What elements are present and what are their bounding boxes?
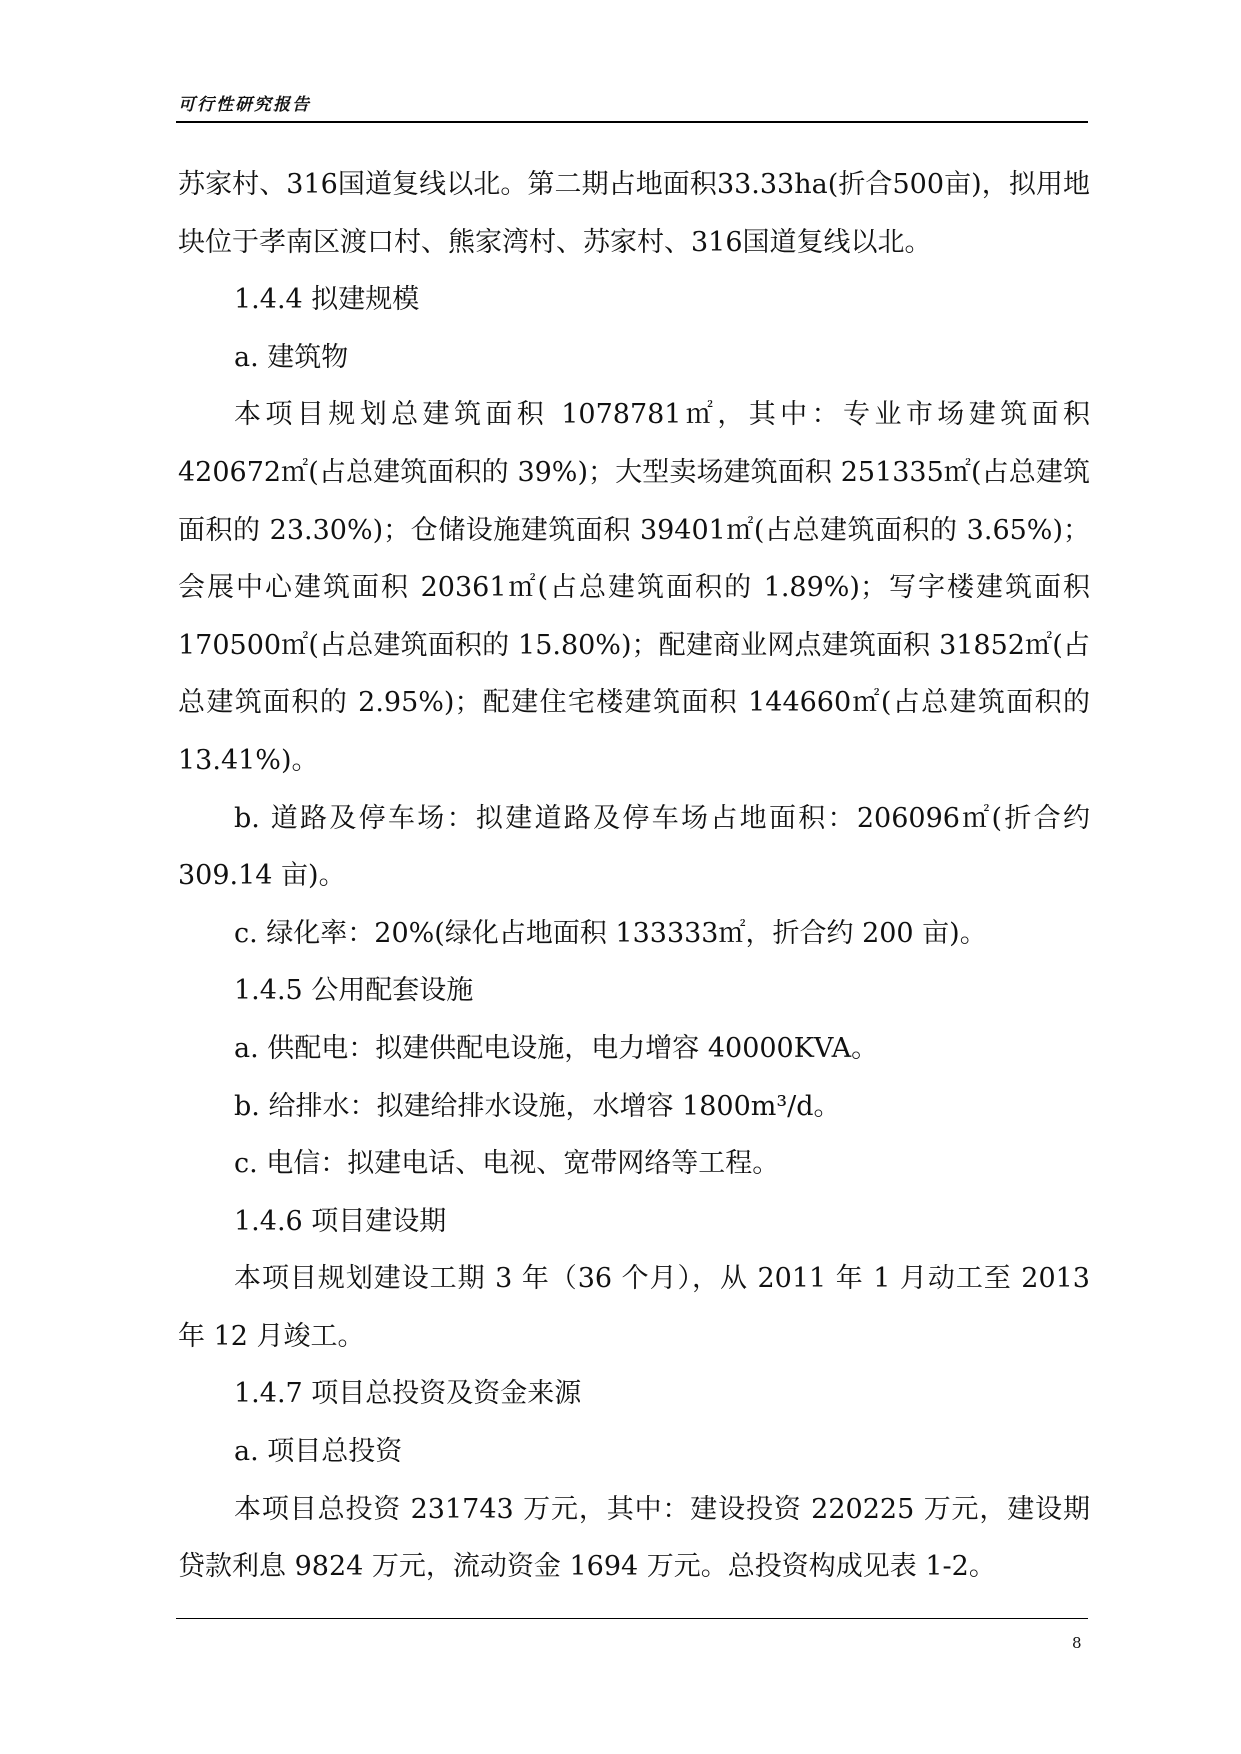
document-header-title: 可行性研究报告 [178,95,311,115]
footer-divider [176,1618,1088,1619]
paragraph-water-supply: b. 给排水：拟建给排水设施，水增容 1800m³/d。 [234,1090,841,1122]
section-heading-1-4-5: 1.4.5 公用配套设施 [234,975,474,1007]
paragraph-power-supply: a. 供配电：拟建供配电设施，电力增容 40000KVA。 [234,1032,879,1064]
subheading-total-investment: a. 项目总投资 [234,1436,403,1468]
paragraph-investment-breakdown: 本项目总投资 231743 万元，其中：建设投资 220225 万元，建设期贷款利息 9824 万元，流动资金 1694 万元。总投资构成见表 1-2。 [178,1493,1090,1583]
section-heading-1-4-7: 1.4.7 项目总投资及资金来源 [234,1378,582,1410]
section-heading-1-4-4: 1.4.4 拟建规模 [234,284,420,316]
paragraph-building-area: 本项目规划总建筑面积 1078781㎡，其中：专业市场建筑面积 420672㎡(占总建筑面积的 39%)；大型卖场建筑面积 251335㎡(占总建筑面积的 23.30%)；仓储设施建筑面积 39401㎡(占总建筑面积的 3.65%)；会展中心建筑面积 20361㎡(占总建筑面积的 1.89%)；写字楼建筑面积 170500㎡(占总建筑面积的 15.80%)；配建商业网点建筑面积 31852㎡(占总建筑面积的 2.95%)；配建住宅楼建筑面积 144660㎡(占总建筑面积的 13.41%)。 [178,399,1090,776]
header-divider [176,121,1088,123]
paragraph-telecom: c. 电信：拟建电话、电视、宽带网络等工程。 [234,1148,780,1180]
page-number: 8 [1072,1634,1082,1652]
paragraph-roads-parking: b. 道路及停车场：拟建道路及停车场占地面积：206096㎡(折合约 309.14 亩)。 [178,802,1090,892]
subheading-buildings: a. 建筑物 [234,341,349,373]
paragraph-greening-rate: c. 绿化率：20%(绿化占地面积 133333㎡，折合约 200 亩)。 [234,917,987,949]
section-heading-1-4-6: 1.4.6 项目建设期 [234,1205,447,1237]
paragraph-continuation: 苏家村、316国道复线以北。第二期占地面积33.33ha(折合500亩)，拟用地块位于孝南区渡口村、熊家湾村、苏家村、316国道复线以北。 [178,169,1090,258]
document-body [178,156,1090,1596]
paragraph-construction-period: 本项目规划建设工期 3 年（36 个月），从 2011 年 1 月动工至 2013 年 12 月竣工。 [178,1263,1090,1352]
